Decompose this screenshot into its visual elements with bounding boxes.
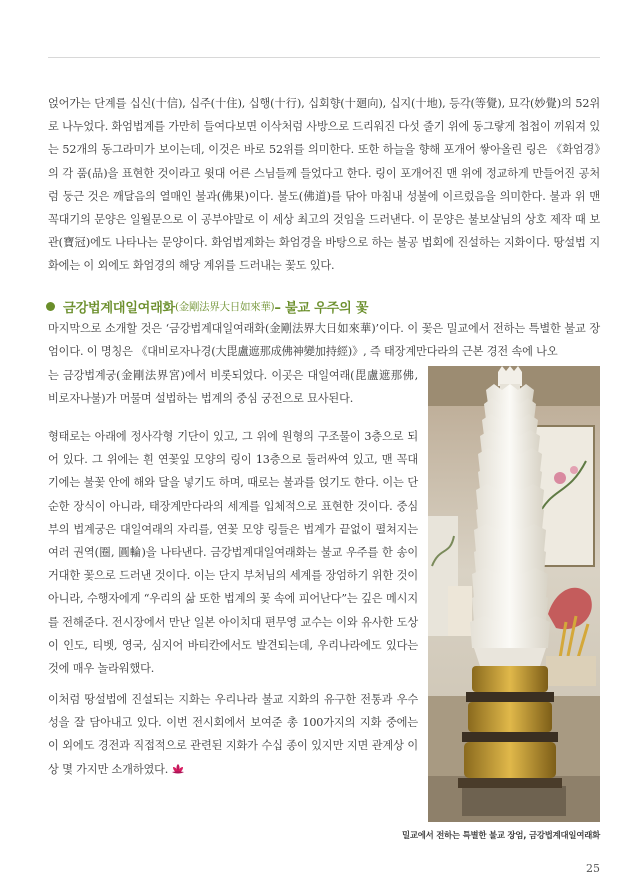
- conclusion-text: 이처럼 땅설법에 진설되는 지화는 우리나라 불교 지화의 유구한 전통과 우수성을 잘 담아내고 있다. 이번 전시회에서 보여준 총 100가지의 지화 중에는 이 외에도 경전과 직접적으로 관련된 지화가 수십 종이 있지만 지면 관계상 이상 몇 가지만 소개하였다.: [48, 693, 418, 776]
- paragraph-form-description: 형태로는 아래에 정사각형 기단이 있고, 그 위에 원형의 구조물이 3층으로 되어 있다. 그 위에는 흰 연꽃잎 모양의 링이 13층으로 둘러싸여 있고, 맨 꼭대기에는 불꽃 안에 해와 달을 넣기도 하며, 때로는 불과를 얹기도 한다. 이는 단순한 장식이 아니라, 태장계만다라의 세계를 입체적으로 표현한 것이다. 중심부의 법계궁은 대일여래의 자리를, 연꽃 모양 링들은 법계가 끝없이 펼쳐지는 여러 권역(圈, 圓輪)을 나타낸다. 금강법계대일여래화는 불교 우주를 한 송이 거대한 꽃으로 드러낸 것이다. 이는 단지 부처님의 세계를 장엄하기 위한 것이 아니라, 수행자에게 “우리의 삶 또한 법계의 꽃 속에 피어난다”는 깊은 메시지를 전해준다. 전시장에서 만난 일본 아이치대 편무영 교수는 이와 유사한 도상이 인도, 티벳, 영국, 심지어 바티칸에서도 발견되는데, 우리나라에도 있다는 것에 매우 놀라워했다.: [48, 430, 418, 676]
- section-heading: [46, 297, 368, 316]
- heading-hanja: (金剛法界大日如來華): [174, 301, 275, 313]
- heading-title: 금강법계대일여래화: [63, 301, 175, 316]
- lotus-tower-photo: [428, 366, 600, 822]
- top-divider: [48, 57, 600, 58]
- bullet-icon: [46, 302, 55, 311]
- heading-subtitle: – 불교 우주의 꽃: [274, 301, 369, 316]
- paragraph-conclusion: [48, 688, 418, 781]
- photo-caption: 밀교에서 전하는 특별한 불교 장엄, 금강법계대일여래화: [401, 830, 600, 840]
- paragraph-introduction-cont: 는 금강법계궁(金剛法界宮)에서 비롯되었다. 이곳은 대일여래(毘盧遮那佛, 비로자나불)가 머물며 설법하는 법계의 중심 궁전으로 묘사된다.: [48, 369, 418, 406]
- paragraph-introduction: 마지막으로 소개할 것은 ‘금강법계대일여래화(金剛法界大日如來華)’이다. 이 꽃은 밀교에서 전하는 특별한 불교 장엄이다. 이 명칭은 《대비로자나경(大毘盧遮那成佛神變加持經)》, 즉 태장계만다라의 근본 경전 속에 나오: [48, 322, 600, 359]
- paragraph-52-stages: 얹어가는 단계를 십신(十信), 십주(十住), 십행(十行), 십회향(十廻向), 십지(十地), 등각(等覺), 묘각(妙覺)의 52위로 나누었다. 화엄법계를 가만히 들여다보면 이삭처럼 사방으로 드리워진 다섯 줄기 위에 동그랗게 첩첩이 끼워져 있는 52개의 동그라미가 보이는데, 이것은 바로 52위를 의미한다. 또한 하늘을 향해 포개어 쌓아올린 링은 《화엄경》의 각 품(品)을 표현한 것이라고 윗대 어른 스님들께 들었다고 한다. 링이 포개어진 맨 위에 정교하게 만들어진 공처럼 둥근 것은 깨달음의 열매인 불과(佛果)이다. 불도(佛道)를 닦아 마침내 성불에 이르렀음을 의미한다. 불과 위 맨 꼭대기의 문양은 일월문으로 이 공부야말로 이 세상 최고의 것임을 드러낸다. 이 문양은 불보살님의 상호 제작 때 보관(寶冠)에도 나타나는 문양이다. 화엄법계화는 화엄경을 바탕으로 하는 불공 법회에 진설하는 지화이다. 땅설법 지화에는 이 외에도 화엄경의 해당 계위를 드러내는 꽃도 있다.: [48, 97, 600, 273]
- page-number: 25: [586, 862, 600, 875]
- lotus-icon: [172, 764, 184, 774]
